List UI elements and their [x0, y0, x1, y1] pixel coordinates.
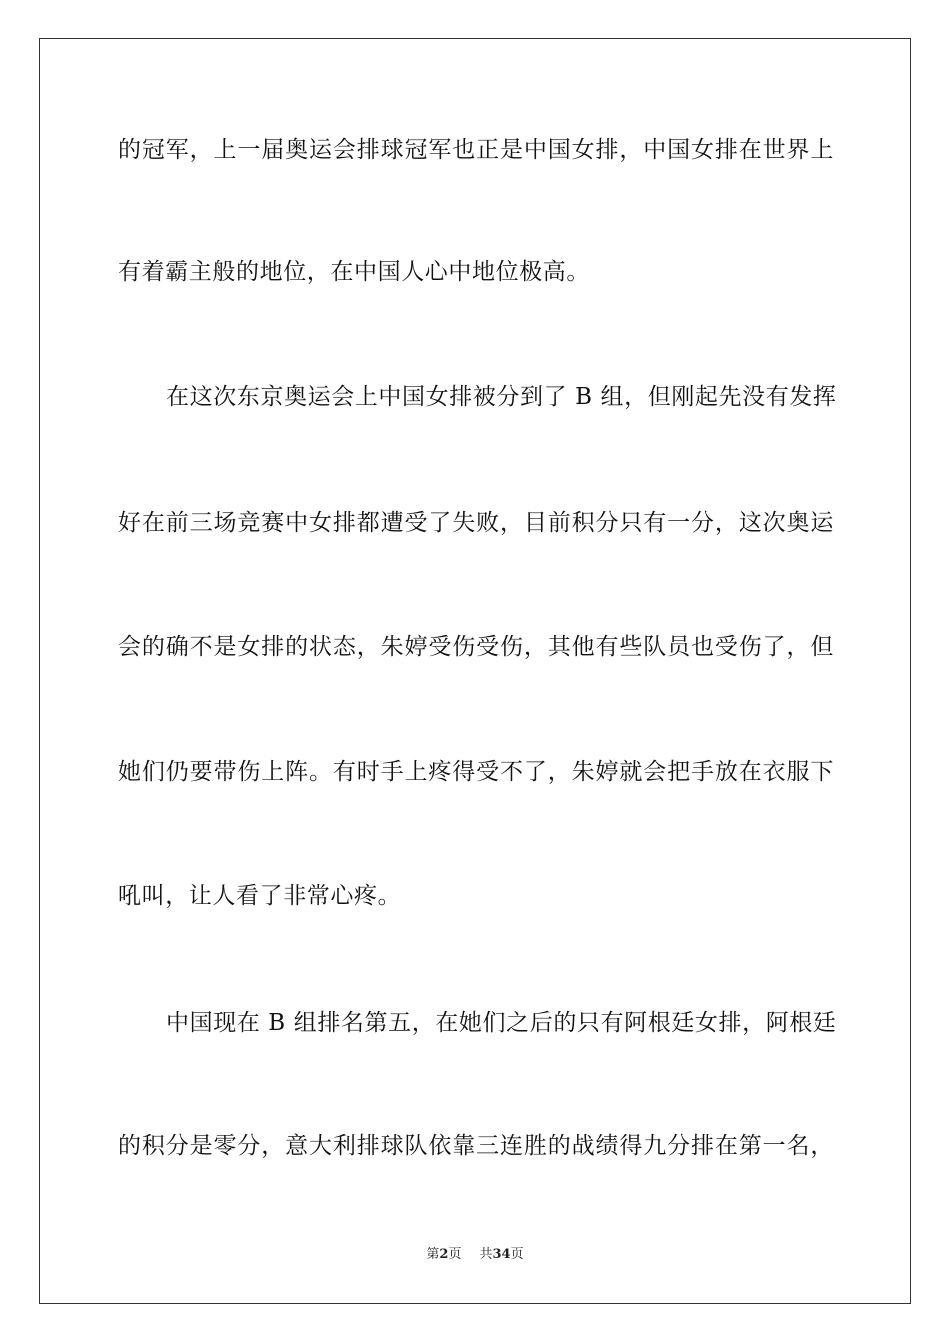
text-line-6: 她们仍要带伤上阵。有时手上疼得受不了，朱婷就会把手放在衣服下: [118, 759, 834, 785]
text-line-2: 有着霸主般的地位，在中国人心中地位极高。: [118, 259, 590, 285]
text-line-7: 吼叫，让人看了非常心疼。: [118, 883, 402, 909]
page-suffix: 页: [448, 1247, 462, 1262]
total-prefix: 共: [479, 1247, 493, 1262]
text-line-1: 的冠军，上一届奥运会排球冠军也正是中国女排，中国女排在世界上: [118, 137, 834, 163]
text-line-3: 在这次东京奥运会上中国女排被分到了 B 组，但刚起先没有发挥: [166, 384, 837, 410]
text-line-8: 中国现在 B 组排名第五，在她们之后的只有阿根廷女排，阿根廷: [166, 1010, 837, 1036]
page-prefix: 第: [426, 1247, 440, 1262]
text-line-4: 好在前三场竞赛中女排都遭受了失败，目前积分只有一分，这次奥运: [118, 510, 834, 536]
page-border: [39, 38, 911, 1304]
total-pages: 34: [492, 1247, 511, 1262]
total-suffix: 页: [510, 1247, 524, 1262]
page-number: 2: [439, 1247, 449, 1262]
page-footer: [0, 1246, 950, 1264]
text-line-5: 会的确不是女排的状态，朱婷受伤受伤，其他有些队员也受伤了，但: [118, 634, 834, 660]
text-line-9: 的积分是零分，意大利排球队依靠三连胜的战绩得九分排在第一名，: [118, 1133, 834, 1159]
